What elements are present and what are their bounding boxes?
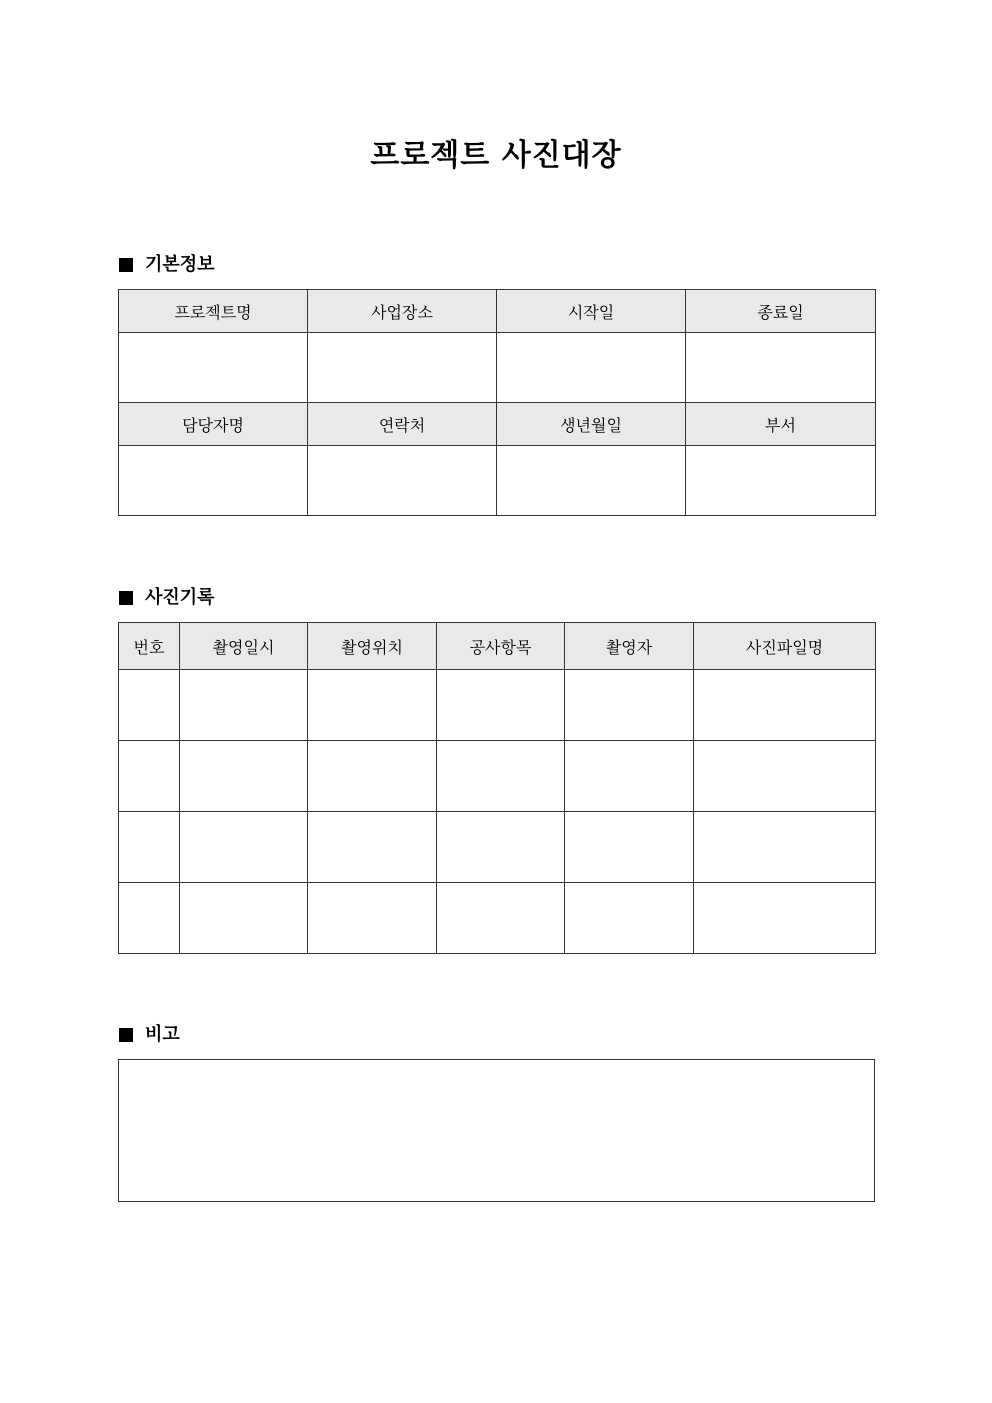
- header-photo-filename: 사진파일명: [694, 623, 876, 670]
- number-cell[interactable]: [119, 812, 180, 883]
- header-start-date: 시작일: [497, 290, 686, 333]
- header-project-name: 프로젝트명: [119, 290, 308, 333]
- birth-date-field[interactable]: [497, 446, 686, 516]
- number-cell[interactable]: [119, 883, 180, 954]
- basic-info-heading-label: 기본정보: [145, 254, 215, 275]
- basic-info-value-row: [119, 446, 876, 516]
- remarks-heading-label: 비고: [145, 1024, 180, 1045]
- document-title: 프로젝트 사진대장: [370, 138, 622, 173]
- photo-filename-cell[interactable]: [694, 883, 876, 954]
- square-bullet-icon: [119, 1028, 133, 1042]
- basic-info-heading: [119, 253, 215, 277]
- photographer-cell[interactable]: [565, 670, 694, 741]
- shooting-datetime-cell[interactable]: [180, 670, 308, 741]
- shooting-datetime-cell[interactable]: [180, 812, 308, 883]
- shooting-datetime-cell[interactable]: [180, 883, 308, 954]
- photo-records-heading: [119, 586, 215, 610]
- header-department: 부서: [686, 403, 876, 446]
- photo-filename-cell[interactable]: [694, 812, 876, 883]
- table-row: [119, 741, 876, 812]
- header-shooting-datetime: 촬영일시: [180, 623, 308, 670]
- table-row: [119, 670, 876, 741]
- header-shooting-location: 촬영위치: [308, 623, 437, 670]
- basic-info-header-row: [119, 403, 876, 446]
- basic-info-value-row: [119, 333, 876, 403]
- number-cell[interactable]: [119, 741, 180, 812]
- basic-info-header-row: [119, 290, 876, 333]
- photo-filename-cell[interactable]: [694, 741, 876, 812]
- header-contact: 연락처: [308, 403, 497, 446]
- project-name-field[interactable]: [119, 333, 308, 403]
- construction-item-cell[interactable]: [437, 741, 565, 812]
- contact-field[interactable]: [308, 446, 497, 516]
- header-manager-name: 담당자명: [119, 403, 308, 446]
- photo-records-header-row: [119, 623, 876, 670]
- basic-info-table: [118, 289, 876, 516]
- square-bullet-icon: [119, 591, 133, 605]
- header-birth-date: 생년월일: [497, 403, 686, 446]
- header-construction-item: 공사항목: [437, 623, 565, 670]
- number-cell[interactable]: [119, 670, 180, 741]
- shooting-location-cell[interactable]: [308, 883, 437, 954]
- header-photographer: 촬영자: [565, 623, 694, 670]
- photographer-cell[interactable]: [565, 812, 694, 883]
- photographer-cell[interactable]: [565, 741, 694, 812]
- photo-filename-cell[interactable]: [694, 670, 876, 741]
- photo-records-heading-label: 사진기록: [145, 587, 215, 608]
- shooting-location-cell[interactable]: [308, 670, 437, 741]
- photo-records-table: [118, 622, 876, 954]
- construction-item-cell[interactable]: [437, 812, 565, 883]
- construction-item-cell[interactable]: [437, 670, 565, 741]
- construction-item-cell[interactable]: [437, 883, 565, 954]
- manager-name-field[interactable]: [119, 446, 308, 516]
- remarks-field[interactable]: [118, 1059, 875, 1202]
- header-business-location: 사업장소: [308, 290, 497, 333]
- start-date-field[interactable]: [497, 333, 686, 403]
- photographer-cell[interactable]: [565, 883, 694, 954]
- header-end-date: 종료일: [686, 290, 876, 333]
- header-number: 번호: [119, 623, 180, 670]
- table-row: [119, 883, 876, 954]
- remarks-heading: [119, 1023, 180, 1047]
- square-bullet-icon: [119, 258, 133, 272]
- department-field[interactable]: [686, 446, 876, 516]
- end-date-field[interactable]: [686, 333, 876, 403]
- business-location-field[interactable]: [308, 333, 497, 403]
- table-row: [119, 812, 876, 883]
- shooting-location-cell[interactable]: [308, 741, 437, 812]
- shooting-datetime-cell[interactable]: [180, 741, 308, 812]
- shooting-location-cell[interactable]: [308, 812, 437, 883]
